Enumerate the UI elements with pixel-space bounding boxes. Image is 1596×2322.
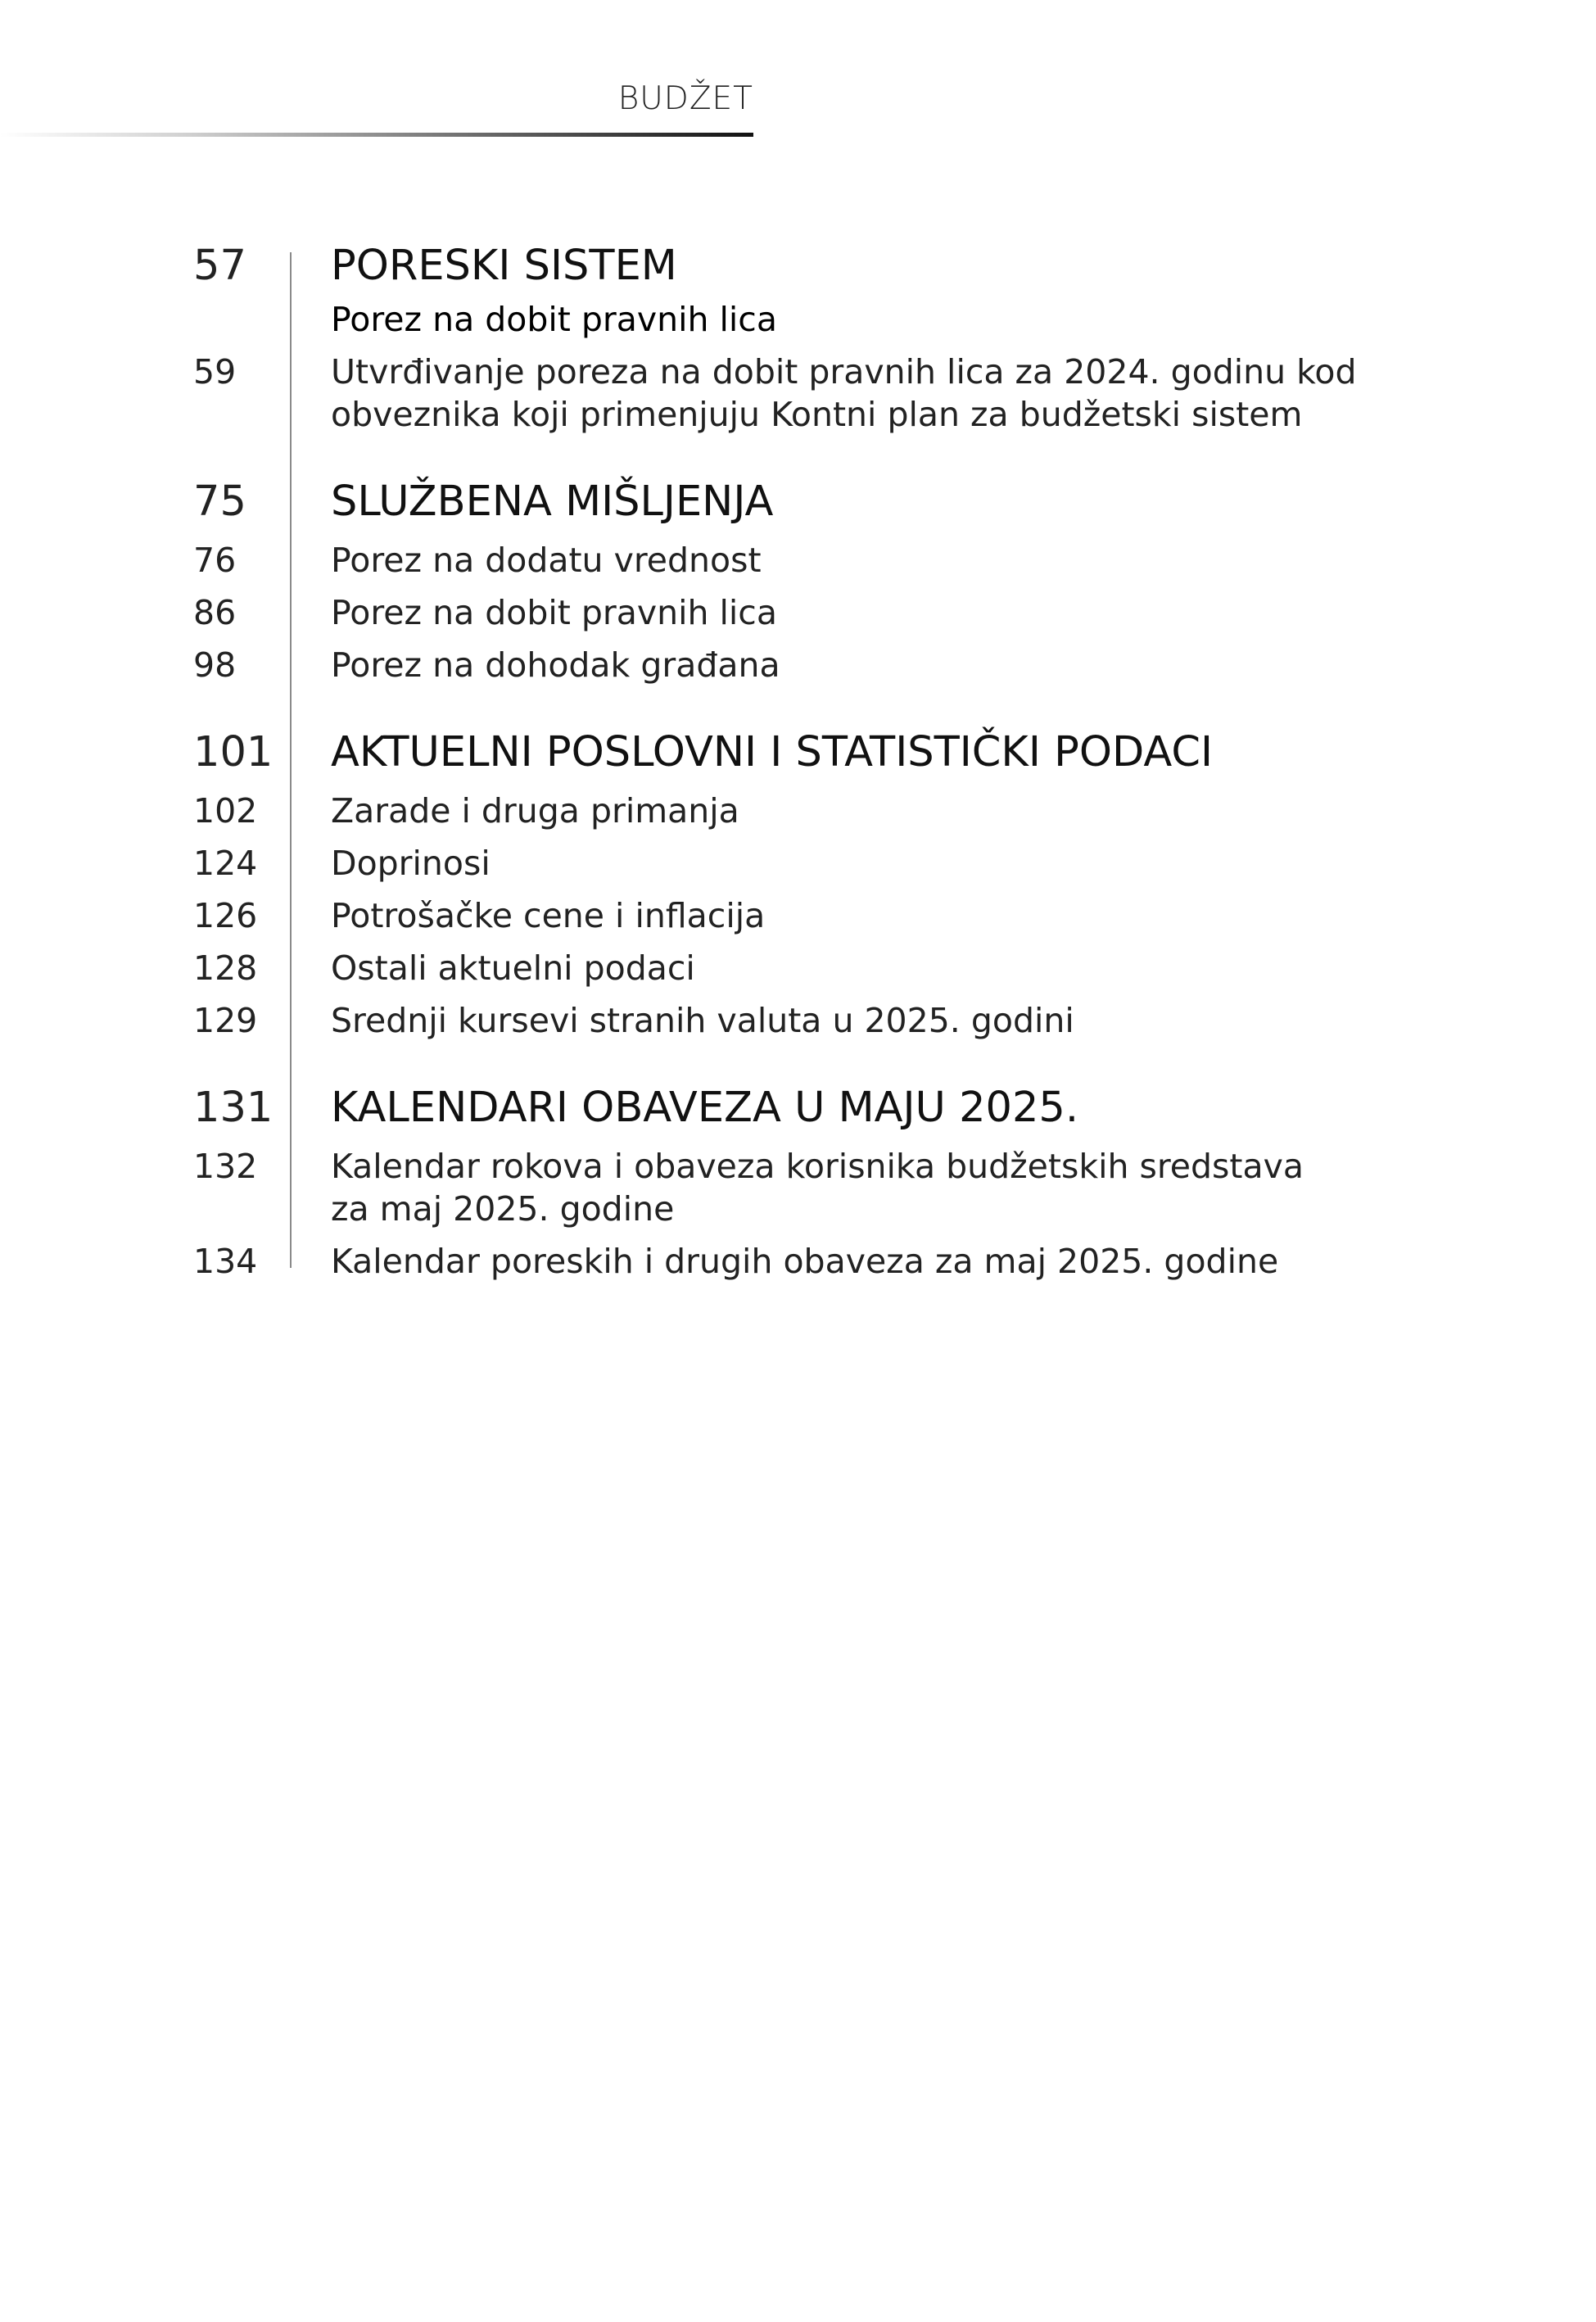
entry-page-number: 129 xyxy=(193,1001,258,1040)
entry-title-line: obveznika koji primenjuju Kontni plan za budžetski sistem xyxy=(331,395,1303,434)
table-of-contents xyxy=(193,239,1438,1283)
entry-title: Porez na dodatu vrednost xyxy=(331,541,762,580)
entry-page-number: 124 xyxy=(193,844,258,883)
entry-title: Kalendar poreskih i drugih obaveza za maj 2025. godine xyxy=(331,1242,1279,1281)
toc-section-kalendari xyxy=(193,1081,1438,1135)
entry-page-number: 98 xyxy=(193,645,237,685)
entry-page-number: 76 xyxy=(193,541,237,580)
entry-page-number: 102 xyxy=(193,791,258,831)
entry-title: Doprinosi xyxy=(331,844,491,883)
toc-section-sluzbena-misljenja xyxy=(193,475,1438,529)
entry-page-number: 128 xyxy=(193,948,258,988)
section-page-number: 75 xyxy=(193,478,246,526)
section-page-number: 131 xyxy=(193,1084,274,1132)
section-title: PORESKI SISTEM xyxy=(331,242,677,290)
entry-title xyxy=(331,1145,1438,1230)
toc-entry xyxy=(193,999,1438,1042)
toc-entry xyxy=(193,591,1438,634)
toc-entry xyxy=(193,842,1438,885)
toc-subheading xyxy=(193,298,1438,341)
running-head-title: BUDŽET xyxy=(617,80,753,117)
entry-page-number: 59 xyxy=(193,352,237,392)
toc-divider-line xyxy=(290,252,292,1268)
section-title: KALENDARI OBAVEZA U MAJU 2025. xyxy=(331,1084,1079,1132)
toc-entry xyxy=(193,1145,1438,1230)
entry-title: Ostali aktuelni podaci xyxy=(331,948,695,988)
entry-title: Porez na dohodak građana xyxy=(331,645,780,685)
entry-title xyxy=(331,351,1438,436)
section-title: SLUŽBENA MIŠLJENJA xyxy=(331,478,774,526)
entry-title-line: Utvrđivanje poreza na dobit pravnih lica za 2024. godinu kod xyxy=(331,352,1357,392)
entry-title: Porez na dobit pravnih lica xyxy=(331,593,777,632)
entry-title: Potrošačke cene i inflacija xyxy=(331,896,766,935)
entry-page-number: 126 xyxy=(193,896,258,935)
section-page-number: 57 xyxy=(193,242,246,290)
entry-title-line: za maj 2025. godine xyxy=(331,1189,675,1229)
toc-entry xyxy=(193,894,1438,937)
toc-entry xyxy=(193,644,1438,686)
entry-page-number: 132 xyxy=(193,1147,258,1186)
toc-section-aktuelni-podaci xyxy=(193,726,1438,780)
toc-entry xyxy=(193,790,1438,832)
toc-entry xyxy=(193,1240,1438,1283)
entry-page-number: 134 xyxy=(193,1242,258,1281)
section-page-number: 101 xyxy=(193,728,274,776)
header-rule xyxy=(0,133,753,137)
entry-page-number: 86 xyxy=(193,593,237,632)
toc-section-poreski-sistem xyxy=(193,239,1438,293)
section-title: AKTUELNI POSLOVNI I STATISTIČKI PODACI xyxy=(331,728,1214,776)
toc-entry xyxy=(193,947,1438,989)
subheading-title: Porez na dobit pravnih lica xyxy=(331,300,777,339)
entry-title: Srednji kursevi stranih valuta u 2025. godini xyxy=(331,1001,1074,1040)
entry-title-line: Kalendar rokova i obaveza korisnika budžetskih sredstava xyxy=(331,1147,1304,1186)
entry-title: Zarade i druga primanja xyxy=(331,791,739,831)
toc-entry xyxy=(193,539,1438,582)
toc-entry xyxy=(193,351,1438,436)
